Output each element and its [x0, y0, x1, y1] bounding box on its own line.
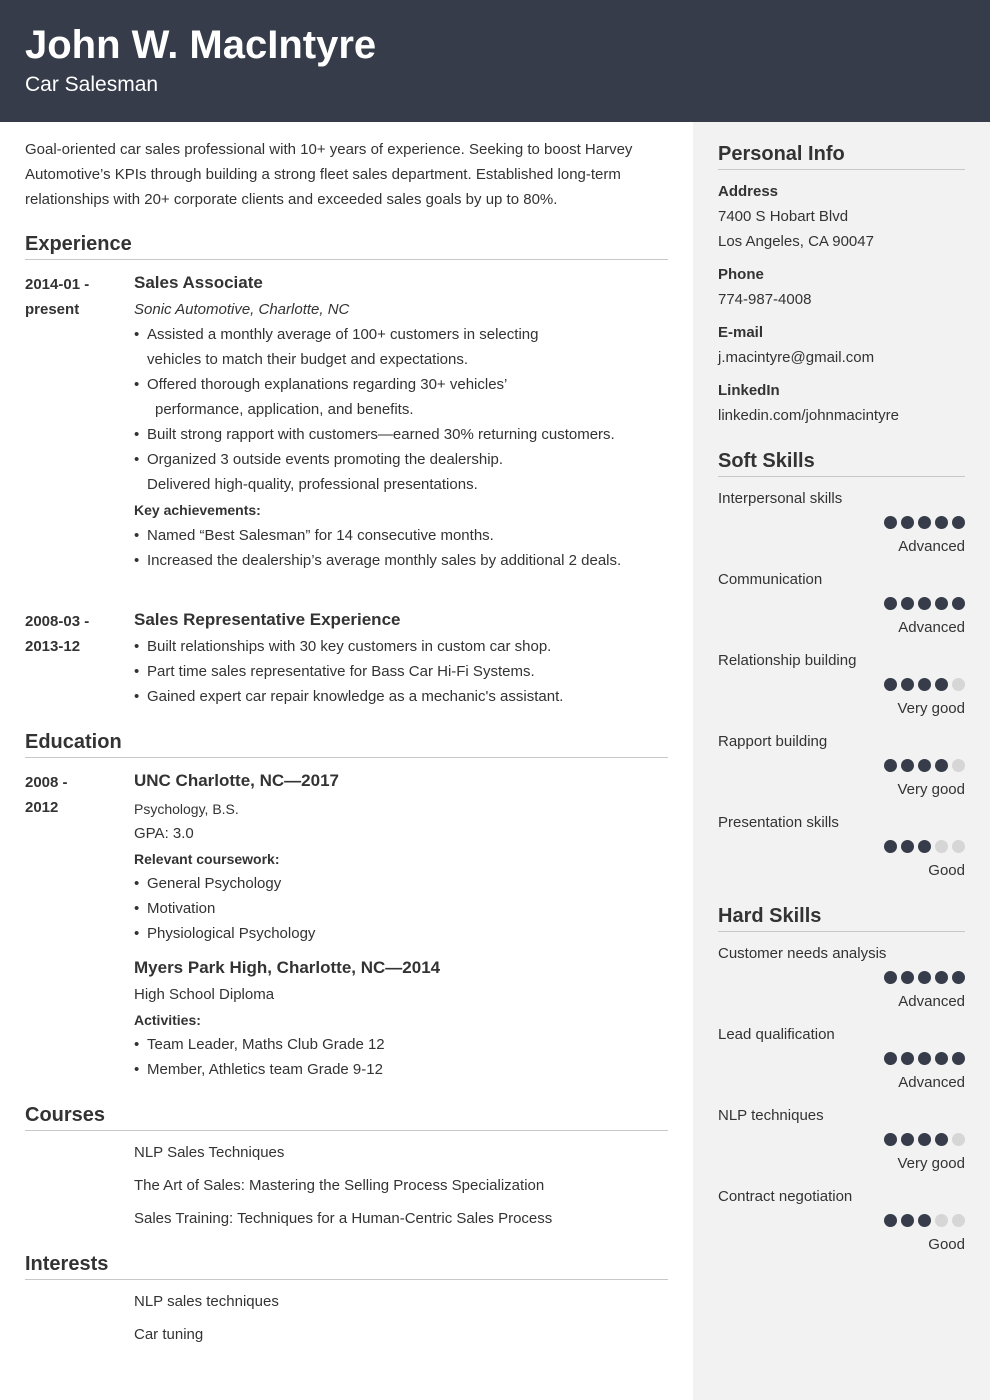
skill-level: Good: [928, 1236, 965, 1253]
job-title: Sales Associate: [134, 273, 263, 292]
gpa: GPA: 3.0: [134, 825, 194, 842]
skill-name: Lead qualification: [718, 1026, 835, 1043]
job-bullet-continuation: performance, application, and benefits.: [155, 401, 414, 418]
rating-dot-empty: [952, 759, 965, 772]
rating-dot-filled: [901, 1052, 914, 1065]
rating-dot-filled: [884, 1052, 897, 1065]
rating-dot-empty: [935, 840, 948, 853]
rating-dot-filled: [918, 971, 931, 984]
rating-dot-filled: [884, 1133, 897, 1146]
summary-text: Goal-oriented car sales professional with 10+ years of experience. Seeking to boost Harvey Automotive’s KPIs through building a strong fleet sales department. Established long-term relationships with 20+ corporate clients and exceeded sales goals by up to 80%.: [25, 141, 633, 208]
rating-dot-filled: [918, 1133, 931, 1146]
rating-dot-filled: [918, 840, 931, 853]
rating-dot-filled: [901, 678, 914, 691]
rating-dot-filled: [935, 678, 948, 691]
rating-dot-filled: [935, 1052, 948, 1065]
experience-heading: Experience: [25, 232, 668, 260]
skill-name: Contract negotiation: [718, 1188, 853, 1205]
job-bullet-continuation: vehicles to match their budget and expectations.: [147, 351, 469, 368]
job-bullet: • Gained expert car repair knowledge as a mechanic's assistant.: [134, 687, 563, 707]
rating-dot-filled: [952, 1052, 965, 1065]
candidate-name: John W. MacIntyre: [25, 23, 377, 67]
rating-dot-filled: [901, 840, 914, 853]
rating-dot-filled: [935, 759, 948, 772]
rating-dot-filled: [884, 840, 897, 853]
course-item: • General Psychology: [134, 874, 281, 894]
interests-heading: Interests: [25, 1252, 668, 1280]
linkedin-label: LinkedIn: [718, 382, 780, 399]
job-title: Car Salesman: [25, 73, 159, 96]
main-column: [0, 122, 693, 1400]
school-name: Myers Park High, Charlotte, NC—2014: [134, 958, 441, 977]
email-value[interactable]: j.macintyre@gmail.com: [718, 349, 875, 366]
job-bullet: • Organized 3 outside events promoting the dealership.: [134, 450, 503, 470]
skill-level: Very good: [897, 700, 965, 717]
job-date-end: present: [25, 301, 80, 318]
rating-dot-empty: [935, 1214, 948, 1227]
skill-name: Relationship building: [718, 652, 857, 669]
rating-dot-filled: [884, 1214, 897, 1227]
skill-rating-dots: [884, 1052, 965, 1065]
address-label: Address: [718, 183, 779, 200]
job-bullet: • Assisted a monthly average of 100+ customers in selecting: [134, 325, 538, 345]
activity-item: • Member, Athletics team Grade 9-12: [134, 1060, 383, 1080]
rating-dot-filled: [935, 597, 948, 610]
skill-name: NLP techniques: [718, 1107, 824, 1124]
rating-dot-filled: [901, 1214, 914, 1227]
interest-entry: Car tuning: [134, 1326, 204, 1343]
rating-dot-filled: [884, 971, 897, 984]
rating-dot-filled: [884, 516, 897, 529]
skill-name: Rapport building: [718, 733, 828, 750]
address-line2: Los Angeles, CA 90047: [718, 233, 874, 250]
skill-level: Advanced: [898, 619, 965, 636]
soft-skills-heading: Soft Skills: [718, 449, 965, 477]
coursework-label: Relevant coursework:: [134, 851, 280, 867]
skill-rating-dots: [884, 1133, 965, 1146]
skill-rating-dots: [884, 1214, 965, 1227]
job-bullet: • Offered thorough explanations regarding 30+ vehicles’: [134, 375, 507, 395]
resume-header: [0, 0, 990, 122]
skill-level: Advanced: [898, 538, 965, 555]
achievements-label: Key achievements:: [134, 502, 261, 518]
skill-rating-dots: [884, 597, 965, 610]
rating-dot-filled: [918, 1214, 931, 1227]
rating-dot-filled: [918, 759, 931, 772]
rating-dot-filled: [918, 516, 931, 529]
school-name: UNC Charlotte, NC—2017: [134, 771, 339, 790]
skill-rating-dots: [884, 971, 965, 984]
skill-level: Very good: [897, 781, 965, 798]
rating-dot-filled: [901, 1133, 914, 1146]
courses-heading: Courses: [25, 1103, 668, 1131]
edu-date-start: 2008 -: [25, 774, 68, 791]
linkedin-value[interactable]: linkedin.com/johnmacintyre: [718, 407, 899, 424]
course-item: • Physiological Psychology: [134, 924, 315, 944]
skill-rating-dots: [884, 678, 965, 691]
rating-dot-filled: [901, 516, 914, 529]
course-entry: NLP Sales Techniques: [134, 1144, 285, 1161]
job-company: Sonic Automotive, Charlotte, NC: [134, 301, 350, 318]
job-bullet: • Built relationships with 30 key customers in custom car shop.: [134, 637, 551, 657]
skill-rating-dots: [884, 840, 965, 853]
rating-dot-empty: [952, 1214, 965, 1227]
activities-label: Activities:: [134, 1012, 201, 1028]
job-title: Sales Representative Experience: [134, 610, 401, 629]
skill-level: Good: [928, 862, 965, 879]
rating-dot-filled: [884, 678, 897, 691]
rating-dot-filled: [918, 597, 931, 610]
skill-name: Interpersonal skills: [718, 490, 843, 507]
skill-rating-dots: [884, 516, 965, 529]
achievement-bullet: • Increased the dealership’s average monthly sales by additional 2 deals.: [134, 551, 621, 571]
address-line1: 7400 S Hobart Blvd: [718, 208, 849, 225]
job-date-start: 2014-01 -: [25, 276, 90, 293]
rating-dot-filled: [918, 1052, 931, 1065]
job-bullet: • Part time sales representative for Bass Car Hi-Fi Systems.: [134, 662, 535, 682]
email-label: E-mail: [718, 324, 764, 341]
activity-item: • Team Leader, Maths Club Grade 12: [134, 1035, 385, 1055]
job-date-end: 2013-12: [25, 638, 81, 655]
rating-dot-filled: [901, 759, 914, 772]
rating-dot-filled: [952, 597, 965, 610]
skill-level: Advanced: [898, 1074, 965, 1091]
rating-dot-filled: [901, 971, 914, 984]
job-bullet-continuation: Delivered high-quality, professional presentations.: [147, 476, 478, 493]
hard-skills-heading: Hard Skills: [718, 904, 965, 932]
phone-label: Phone: [718, 266, 764, 283]
job-bullet: • Built strong rapport with customers—earned 30% returning customers.: [134, 425, 615, 445]
rating-dot-empty: [952, 1133, 965, 1146]
course-entry: Sales Training: Techniques for a Human-Centric Sales Process: [134, 1210, 553, 1227]
sidebar: [693, 122, 990, 1400]
degree: Psychology, B.S.: [134, 801, 239, 817]
rating-dot-filled: [935, 516, 948, 529]
edu-date-end: 2012: [25, 799, 59, 816]
skill-name: Customer needs analysis: [718, 945, 887, 962]
rating-dot-filled: [952, 971, 965, 984]
job-date-start: 2008-03 -: [25, 613, 90, 630]
education-heading: Education: [25, 730, 668, 758]
rating-dot-filled: [901, 597, 914, 610]
interest-entry: NLP sales techniques: [134, 1293, 279, 1310]
skill-rating-dots: [884, 759, 965, 772]
rating-dot-filled: [935, 1133, 948, 1146]
skill-name: Communication: [718, 571, 823, 588]
rating-dot-filled: [918, 678, 931, 691]
degree: High School Diploma: [134, 986, 275, 1003]
course-item: • Motivation: [134, 899, 215, 919]
rating-dot-filled: [884, 597, 897, 610]
skill-name: Presentation skills: [718, 814, 839, 831]
personal-info-heading: Personal Info: [718, 142, 965, 170]
achievement-bullet: • Named “Best Salesman” for 14 consecutive months.: [134, 526, 494, 546]
rating-dot-filled: [952, 516, 965, 529]
skill-level: Advanced: [898, 993, 965, 1010]
rating-dot-filled: [935, 971, 948, 984]
rating-dot-empty: [952, 678, 965, 691]
rating-dot-empty: [952, 840, 965, 853]
course-entry: The Art of Sales: Mastering the Selling Process Specialization: [134, 1177, 545, 1194]
rating-dot-filled: [884, 759, 897, 772]
skill-level: Very good: [897, 1155, 965, 1172]
phone-value: 774-987-4008: [718, 291, 812, 308]
